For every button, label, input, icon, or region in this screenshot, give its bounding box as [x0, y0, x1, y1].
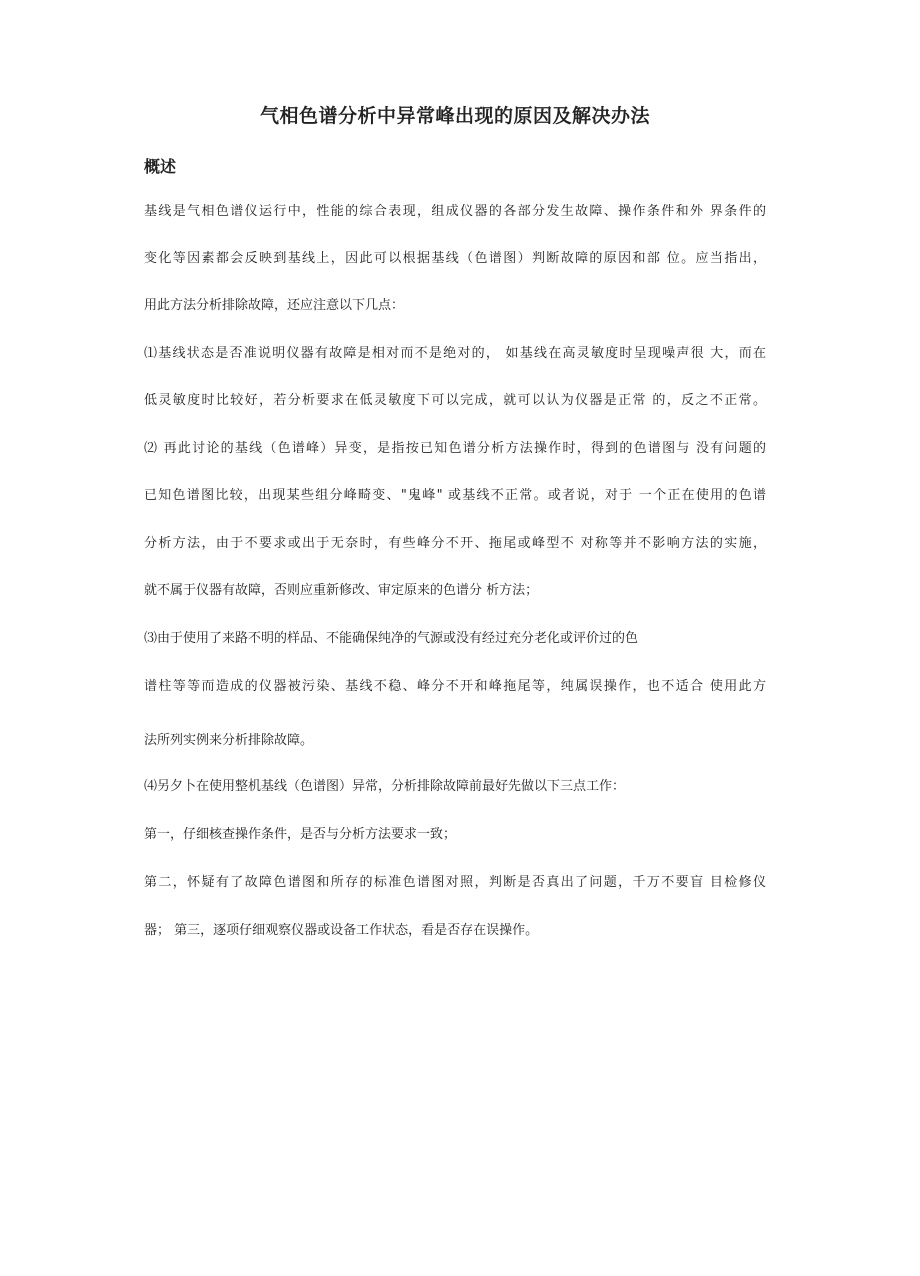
paragraph-line: 已知色谱图比较，出现某些组分峰畸变、"鬼峰" 或基线不正常。或者说，对于 一个正在使用的色谱	[144, 488, 766, 503]
paragraph-line: 就不属于仪器有故障，否则应重新修改、审定原来的色谱分 析方法；	[144, 583, 539, 598]
paragraph-line: 基线是气相色谱仪运行中，性能的综合表现，组成仪器的各部分发生故障、操作条件和外 界条件的	[144, 204, 766, 219]
paragraph-line: 低灵敏度时比较好，若分析要求在低灵敏度下可以完成，就可以认为仪器是正常 的，反之不正常。	[144, 393, 766, 408]
paragraph-line: ⑶由于使用了来路不明的样品、不能确保纯净的气源或没有经过充分老化或评价过的色	[144, 631, 639, 646]
paragraph-line: 法所列实例来分析排除故障。	[144, 733, 314, 748]
paragraph-line: 第二，怀疑有了故障色谱图和所存的标准色谱图对照，判断是否真出了问题，千万不要盲 目检修仪	[144, 875, 766, 890]
paragraph-line: 器； 第三，逐项仔细观察仪器或设备工作状态，看是否存在误操作。	[144, 923, 539, 938]
paragraph-line: 第一，仔细核查操作条件，是否与分析方法要求一致；	[144, 827, 457, 842]
document-title: 气相色谱分析中异常峰出现的原因及解决办法	[259, 105, 650, 127]
paragraph-line: 谱柱等等而造成的仪器被污染、基线不稳、峰分不开和峰拖尾等，纯属误操作，也不适合 使用此方	[144, 679, 766, 694]
paragraph-line: ⑵ 再此讨论的基线（色谱峰）异变，是指按已知色谱分析方法操作时，得到的色谱图与 没有问题的	[144, 441, 766, 456]
paragraph-line: 用此方法分析排除故障，还应注意以下几点：	[144, 298, 405, 313]
paragraph-line: ⑷另夕卜在使用整机基线（色谱图）异常，分析排除故障前最好先做以下三点工作：	[144, 779, 626, 794]
paragraph-line: 分析方法，由于不要求或出于无奈时，有些峰分不开、拖尾或峰型不 对称等并不影响方法的实施，	[144, 536, 766, 551]
paragraph-line: 变化等因素都会反映到基线上，因此可以根据基线（色谱图）判断故障的原因和部 位。应当指出，	[144, 251, 766, 266]
paragraph-line: ⑴基线状态是否准说明仪器有故障是相对而不是绝对的， 如基线在高灵敏度时呈现噪声很 大，而在	[144, 346, 766, 361]
section-heading: 概述	[144, 157, 177, 176]
